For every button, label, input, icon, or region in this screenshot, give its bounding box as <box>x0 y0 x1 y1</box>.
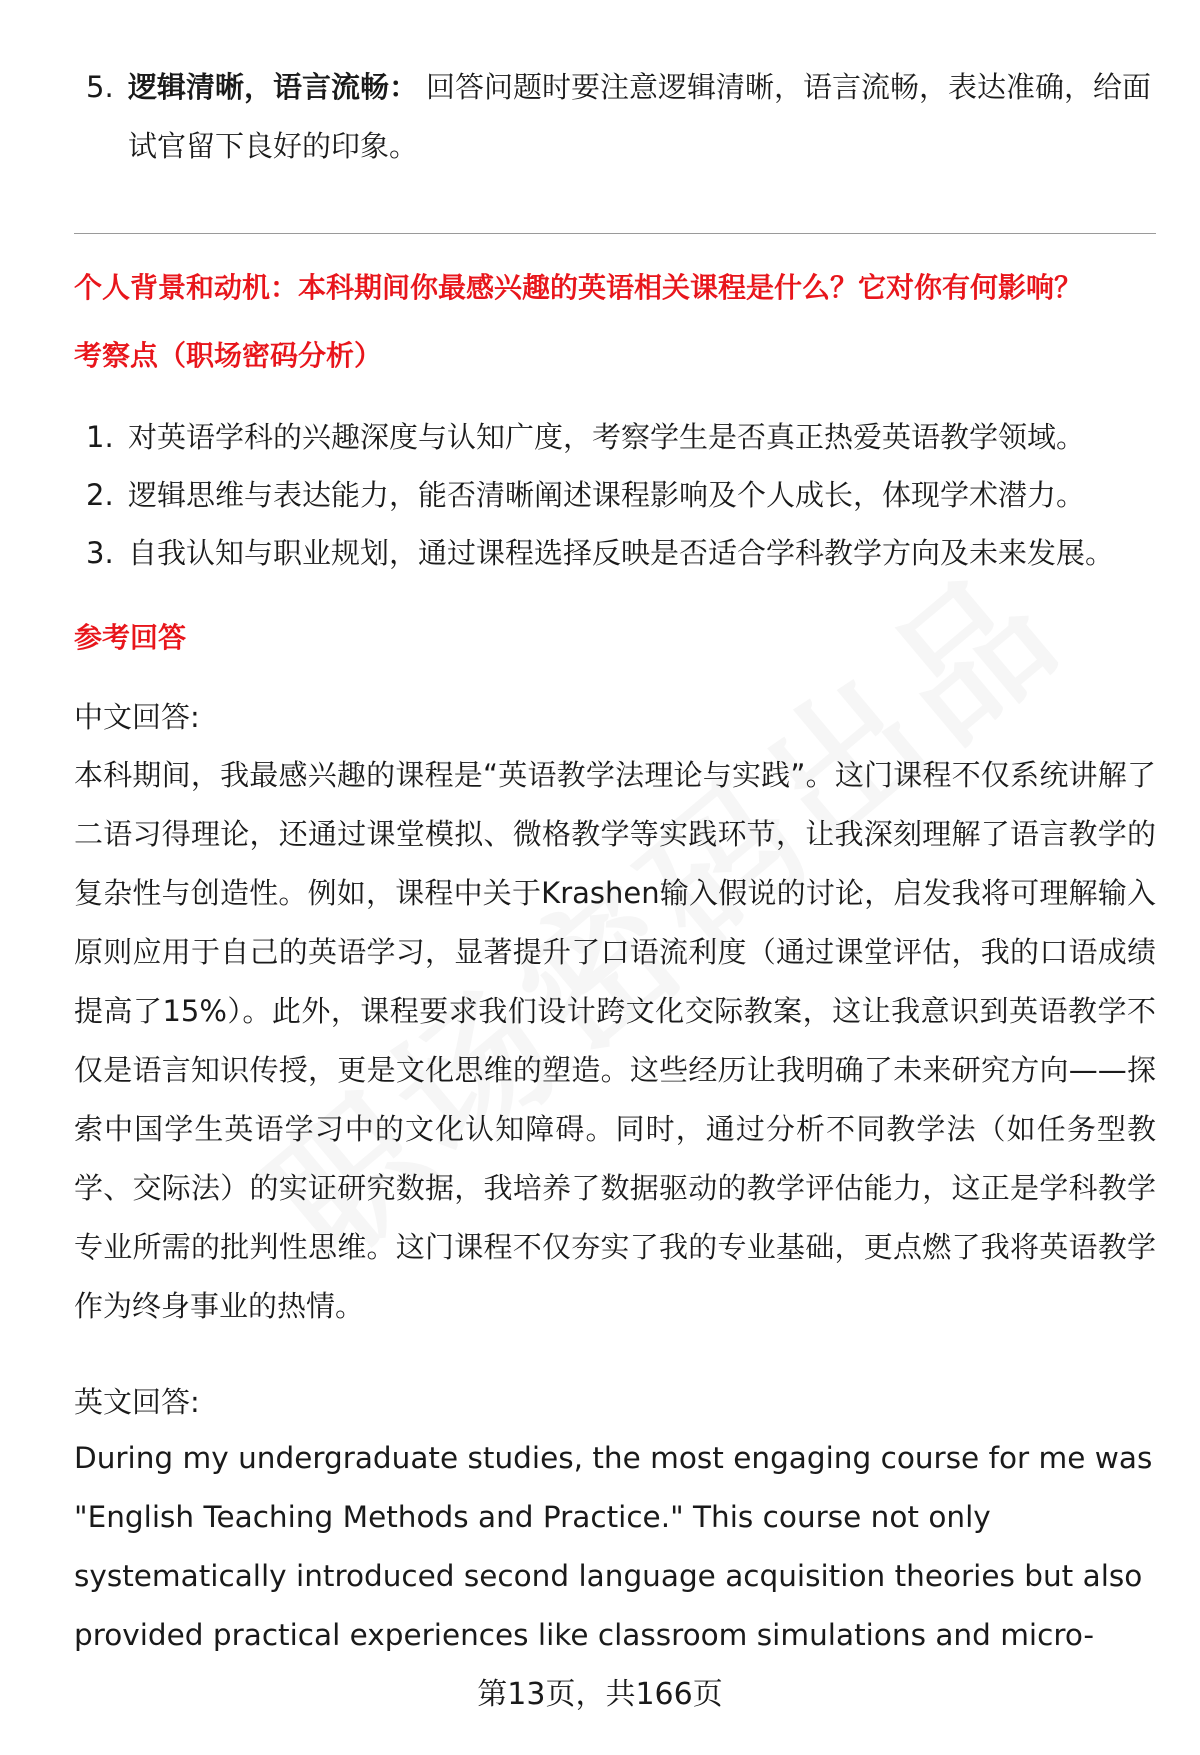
question-title: 个人背景和动机：本科期间你最感兴趣的英语相关课程是什么？它对你有何影响？ <box>74 271 1083 304</box>
point-text: 对英语学科的兴趣深度与认知广度，考察学生是否真正热爱英语教学领域。 <box>128 420 1086 454</box>
point-text: 逻辑思维与表达能力，能否清晰阐述课程影响及个人成长，体现学术潜力。 <box>128 478 1086 512</box>
chinese-answer: 本科期间，我最感兴趣的课程是“英语教学法理论与实践”。这门课程不仅系统讲解了二语习得理论，还通过课堂模拟、微格教学等实践环节，让我深刻理解了语言教学的复杂性与创造性。例如，课程中关于Krashen输入假说的讨论，启发我将可理解输入原则应用于自己的英语学习，显著提升了口语流利度（通过课堂评估，我的口语成绩提高了15%）。此外，课程要求我们设计跨文化交际教案，这让我意识到英语教学不仅是语言知识传授，更是文化思维的塑造。这些经历让我明确了未来研究方向——探索中国学生英语学习中的文化认知障碍。同时，通过分析不同教学法（如任务型教学、交际法）的实证研究数据，我培养了数据驱动的教学评估能力，这正是学科教学专业所需的批判性思维。这门课程不仅夯实了我的专业基础，更点燃了我将英语教学作为终身事业的热情。 <box>74 758 1156 1323</box>
section-divider <box>74 233 1156 234</box>
point-number: 2. <box>86 478 114 512</box>
list-item-body: 回答问题时要注意逻辑清晰，语言流畅，表达准确，给面试官留下良好的印象。 <box>128 70 1152 163</box>
point-number: 1. <box>86 420 114 454</box>
point-item <box>74 408 1154 467</box>
point-item <box>74 524 1154 583</box>
english-answer: During my undergraduate studies, the most engaging course for me was "English Teaching Methods and Practice." This course not only systematically introduced second language acquisition theories but also provided practical experiences like classroom simulations and micro- <box>74 1441 1153 1652</box>
points-heading: 考察点（职场密码分析） <box>74 339 383 372</box>
list-item-bold-label: 逻辑清晰，语言流畅： <box>128 70 419 104</box>
point-text: 自我认知与职业规划，通过课程选择反映是否适合学科教学方向及未来发展。 <box>128 536 1115 570</box>
answer-heading: 参考回答 <box>74 621 187 654</box>
chinese-answer-label: 中文回答: <box>74 700 200 734</box>
list-item-text <box>128 58 1154 176</box>
english-answer-label: 英文回答: <box>74 1385 200 1419</box>
point-number: 3. <box>86 536 114 570</box>
list-item-number: 5. <box>86 70 114 104</box>
list-item-logic <box>74 58 1154 176</box>
page-number: 第13页，共166页 <box>477 1677 723 1712</box>
point-item <box>74 466 1154 525</box>
